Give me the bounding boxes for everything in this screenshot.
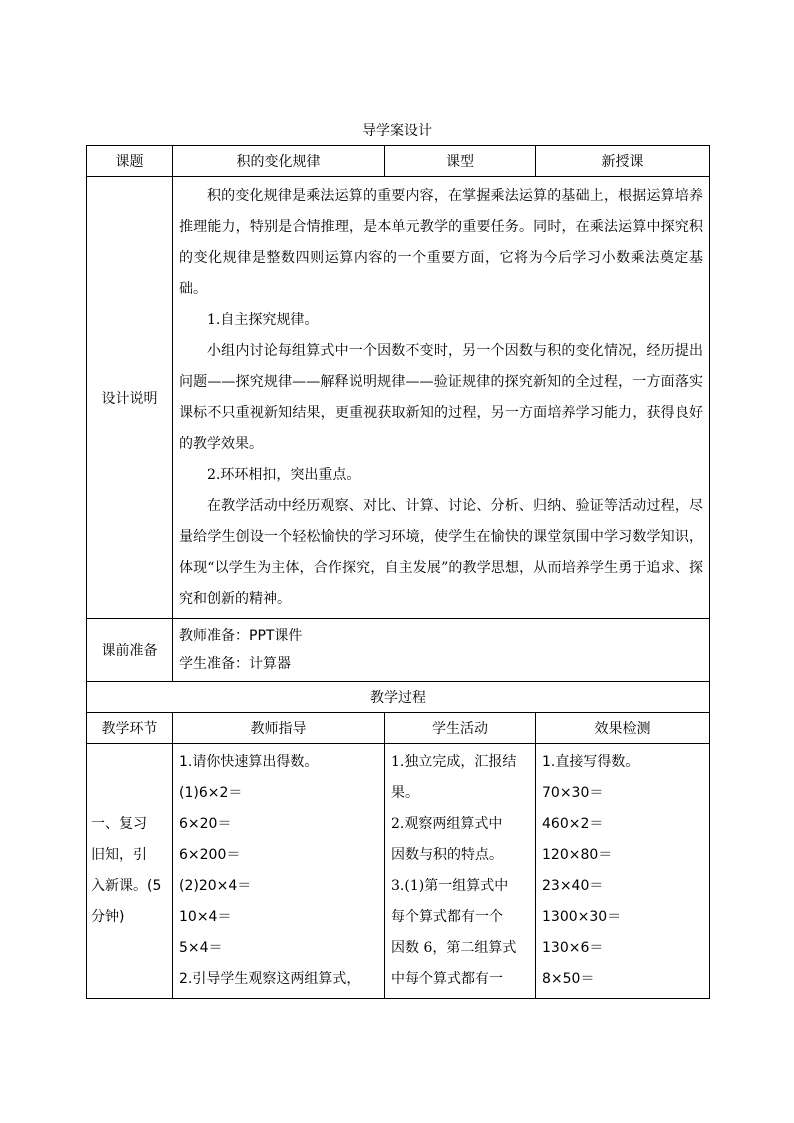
teacher-line: 6×20＝: [179, 816, 232, 832]
effect-line: 8×50＝: [542, 971, 595, 987]
design-paragraph: 小组内讨论每组算式中一个因数不变时，另一个因数与积的变化情况，经历提出问题——探究规律——解释说明规律——验证规律的探究新知的全过程，一方面落实课标不只重视新知结果，更重视获取新知的过程，另一方面培养学习能力，获得良好的教学效果。: [179, 343, 703, 452]
student-line: 因数 6，第二组算式: [391, 940, 517, 956]
effect-line: 23×40＝: [542, 878, 604, 894]
stage-1-name: [87, 744, 173, 999]
design-point-1: 1.自主探究规律。: [207, 312, 319, 328]
col-teacher: 教师指导: [173, 713, 385, 744]
student-line: 果。: [391, 785, 419, 801]
header-topic-label: 课题: [87, 146, 173, 177]
stage-1-teacher: [173, 744, 385, 999]
prep-student: 学生准备：计算器: [179, 656, 291, 672]
design-paragraph: 积的变化规律是乘法运算的重要内容，在掌握乘法运算的基础上，根据运算培养推理能力，特别是合情推理，是本单元教学的重要任务。同时，在乘法运算中探究积的变化规律是整数四则运算内容的一个重要方面，它将为今后学习小数乘法奠定基础。: [179, 188, 703, 297]
student-line: 中每个算式都有一: [391, 971, 503, 987]
student-line: 2.观察两组算式中: [391, 816, 503, 832]
effect-line: 70×30＝: [542, 785, 604, 801]
student-line: 3.(1)第一组算式中: [391, 878, 509, 894]
header-topic-value: 积的变化规律: [173, 146, 385, 177]
teacher-line: 10×4＝: [179, 909, 232, 925]
design-label: 设计说明: [87, 177, 173, 619]
teacher-line: 1.请你快速算出得数。: [179, 754, 319, 770]
stage-name-line: 分钟): [91, 909, 125, 925]
prep-row: [87, 619, 710, 682]
stage-1-student: [385, 744, 536, 999]
effect-line: 460×2＝: [542, 816, 604, 832]
header-type-label: 课型: [385, 146, 536, 177]
prep-content: [173, 619, 710, 682]
prep-label: 课前准备: [87, 619, 173, 682]
effect-line: 120×80＝: [542, 847, 613, 863]
lesson-plan-table: [86, 145, 710, 999]
process-title: 教学过程: [87, 682, 710, 713]
design-content: [173, 177, 710, 619]
stage-name-line: 一、复习: [91, 816, 147, 832]
process-title-row: [87, 682, 710, 713]
design-point-2: 2.环环相扣，突出重点。: [207, 467, 361, 483]
effect-line: 1300×30＝: [542, 909, 622, 925]
header-row: [87, 146, 710, 177]
stage-1-effect: [536, 744, 710, 999]
stage-1-row: [87, 744, 710, 999]
teacher-line: 5×4＝: [179, 940, 223, 956]
teacher-line: (1)6×2＝: [179, 785, 243, 801]
page-title: 导学案设计: [362, 123, 432, 139]
teacher-line: 2.引导学生观察这两组算式，: [179, 971, 361, 987]
col-student: 学生活动: [385, 713, 536, 744]
col-stage: 教学环节: [87, 713, 173, 744]
design-paragraph: 在教学活动中经历观察、对比、计算、讨论、分析、归纳、验证等活动过程，尽量给学生创设一个轻松愉快的学习环境，使学生在愉快的课堂氛围中学习数学知识，体现“以学生为主体，合作探究，自主发展”的教学思想，从而培养学生勇于追求、探究和创新的精神。: [179, 498, 703, 607]
student-line: 因数与积的特点。: [391, 847, 503, 863]
student-line: 1.独立完成，汇报结: [391, 754, 517, 770]
teacher-line: 6×200＝: [179, 847, 241, 863]
header-type-value: 新授课: [536, 146, 710, 177]
stage-name-line: 旧知，引: [91, 847, 147, 863]
student-line: 每个算式都有一个: [391, 909, 503, 925]
effect-line: 130×6＝: [542, 940, 604, 956]
design-row: [87, 177, 710, 619]
stage-name-line: 入新课。(5: [91, 878, 162, 894]
prep-teacher: 教师准备：PPT课件: [179, 628, 303, 644]
columns-row: [87, 713, 710, 744]
effect-line: 1.直接写得数。: [542, 754, 640, 770]
teacher-line: (2)20×4＝: [179, 878, 252, 894]
col-effect: 效果检测: [536, 713, 710, 744]
